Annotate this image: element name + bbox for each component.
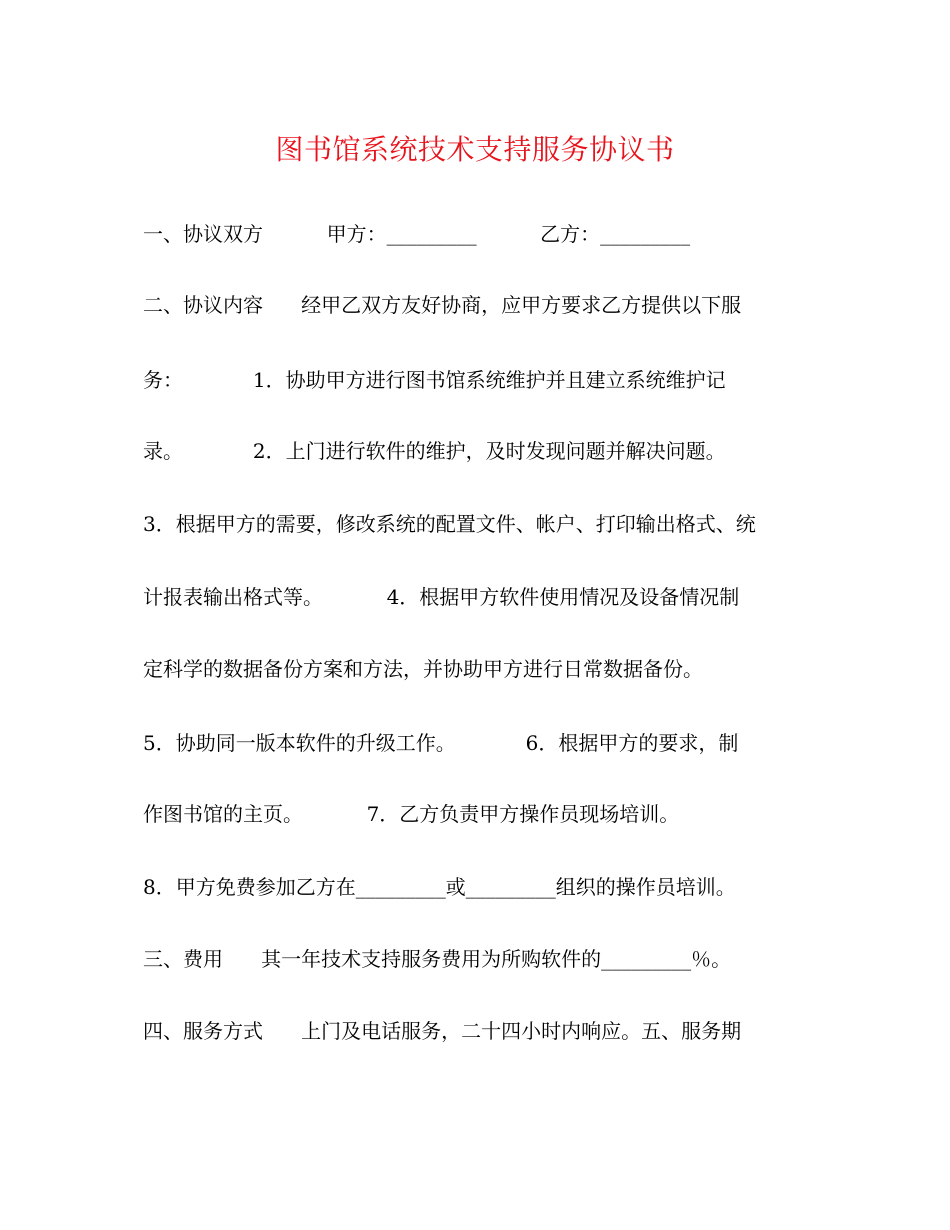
text-line-9: 作图书馆的主页。 7．乙方负责甲方操作员现场培训。	[143, 802, 680, 826]
text-line-4: 录。 2．上门进行软件的维护，及时发现问题并解决问题。	[143, 439, 726, 463]
text-line-2: 二、协议内容 经甲乙双方友好协商，应甲方要求乙方提供以下服	[143, 293, 742, 317]
text-line-1: 一、协议双方 甲方：_________ 乙方：_________	[143, 222, 691, 246]
text-line-7: 定科学的数据备份方案和方法，并协助甲方进行日常数据备份。	[143, 657, 703, 681]
text-line-3: 务： 1．协助甲方进行图书馆系统维护并且建立系统维护记	[143, 368, 726, 392]
text-line-12: 四、服务方式 上门及电话服务，二十四小时内响应。五、服务期	[143, 1019, 742, 1043]
text-line-5: 3．根据甲方的需要，修改系统的配置文件、帐户、打印输出格式、统	[143, 512, 756, 536]
document-title: 图书馆系统技术支持服务协议书	[275, 133, 675, 166]
text-line-10: 8．甲方免费参加乙方在_________或_________组织的操作员培训。	[143, 875, 736, 899]
text-line-8: 5．协助同一版本软件的升级工作。 6．根据甲方的要求，制	[143, 731, 739, 755]
text-line-6: 计报表输出格式等。 4．根据甲方软件使用情况及设备情况制	[143, 585, 740, 609]
text-line-11: 三、费用 其一年技术支持服务费用为所购软件的_________％。	[143, 947, 732, 971]
